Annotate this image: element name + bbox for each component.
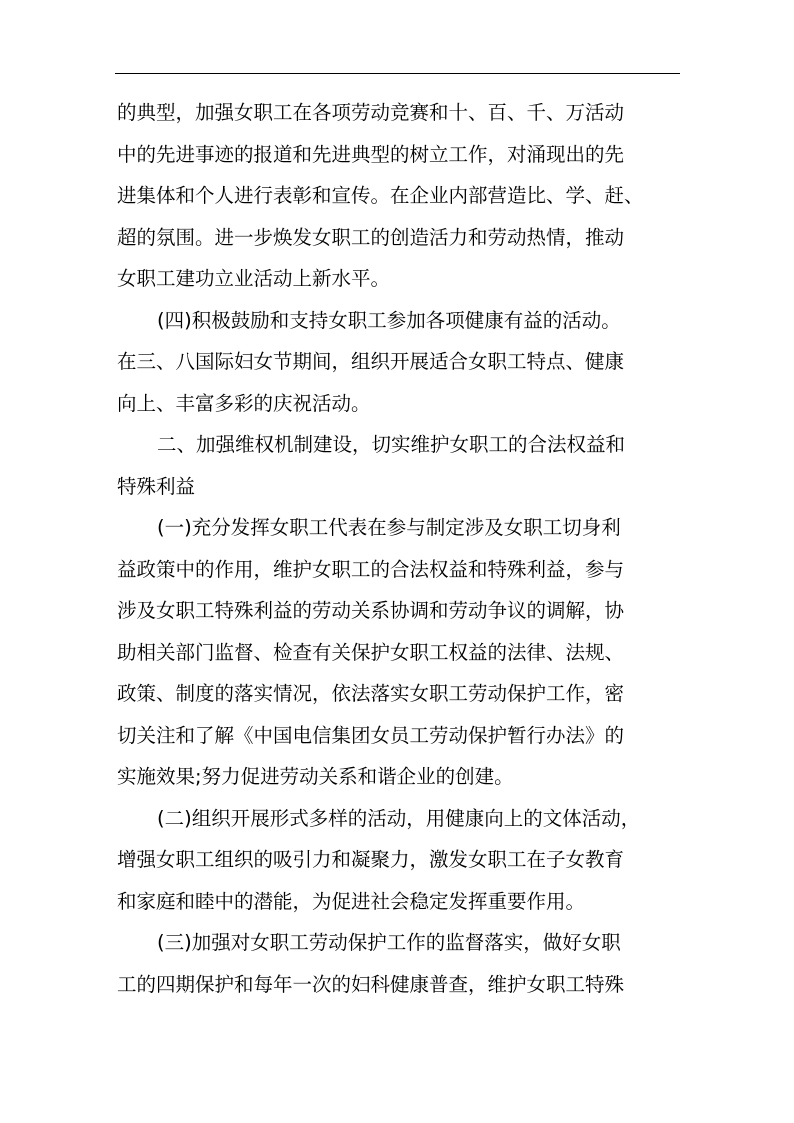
text-line: (四)积极鼓励和支持女职工参加各项健康有益的活动。 <box>157 308 621 332</box>
text-line: 中的先进事迹的报道和先进典型的树立工作，对涌现出的先 <box>117 142 625 166</box>
text-line: 在三、八国际妇女节期间，组织开展适合女职工特点、健康 <box>117 350 625 373</box>
text-line: 工的四期保护和每年一次的妇科健康普查，维护女职工特殊 <box>117 972 625 996</box>
text-line: 助相关部门监督、检查有关保护女职工权益的法律、法规、 <box>117 640 625 664</box>
text-line: 益政策中的作用，维护女职工的合法权益和特殊利益，参与 <box>117 557 625 581</box>
text-line: (二)组织开展形式多样的活动，用健康向上的文体活动， <box>157 806 641 830</box>
text-line: 向上、丰富多彩的庆祝活动。 <box>117 391 371 415</box>
text-line: 特殊利益 <box>117 474 196 498</box>
text-line: 实施效果;努力促进劳动关系和谐企业的创建。 <box>117 765 514 788</box>
text-line: 增强女职工组织的吸引力和凝聚力，激发女职工在子女教育 <box>117 848 625 871</box>
body-text <box>117 92 682 1005</box>
text-line: 涉及女职工特殊利益的劳动关系协调和劳动争议的调解，协 <box>117 599 625 622</box>
text-line: (三)加强对女职工劳动保护工作的监督落实，做好女职 <box>157 931 621 954</box>
text-line: 切关注和了解《中国电信集团女员工劳动保护暂行办法》的 <box>117 723 625 747</box>
text-line: 女职工建功立业活动上新水平。 <box>117 267 391 290</box>
text-line: 进集体和个人进行表彰和宣传。在企业内部营造比、学、赶、 <box>117 184 644 207</box>
text-line: 超的氛围。进一步焕发女职工的创造活力和劳动热情，推动 <box>117 225 625 249</box>
text-line: 二、加强维权机制建设，切实维护女职工的合法权益和 <box>157 433 626 456</box>
text-line: 和家庭和睦中的潜能，为促进社会稳定发挥重要作用。 <box>117 889 586 913</box>
header-rule <box>115 73 680 74</box>
text-line: 的典型，加强女职工在各项劳动竞赛和十、百、千、万活动 <box>117 101 625 124</box>
text-line: (一)充分发挥女职工代表在参与制定涉及女职工切身利 <box>157 516 621 539</box>
text-line: 政策、制度的落实情况，依法落实女职工劳动保护工作，密 <box>117 682 625 705</box>
